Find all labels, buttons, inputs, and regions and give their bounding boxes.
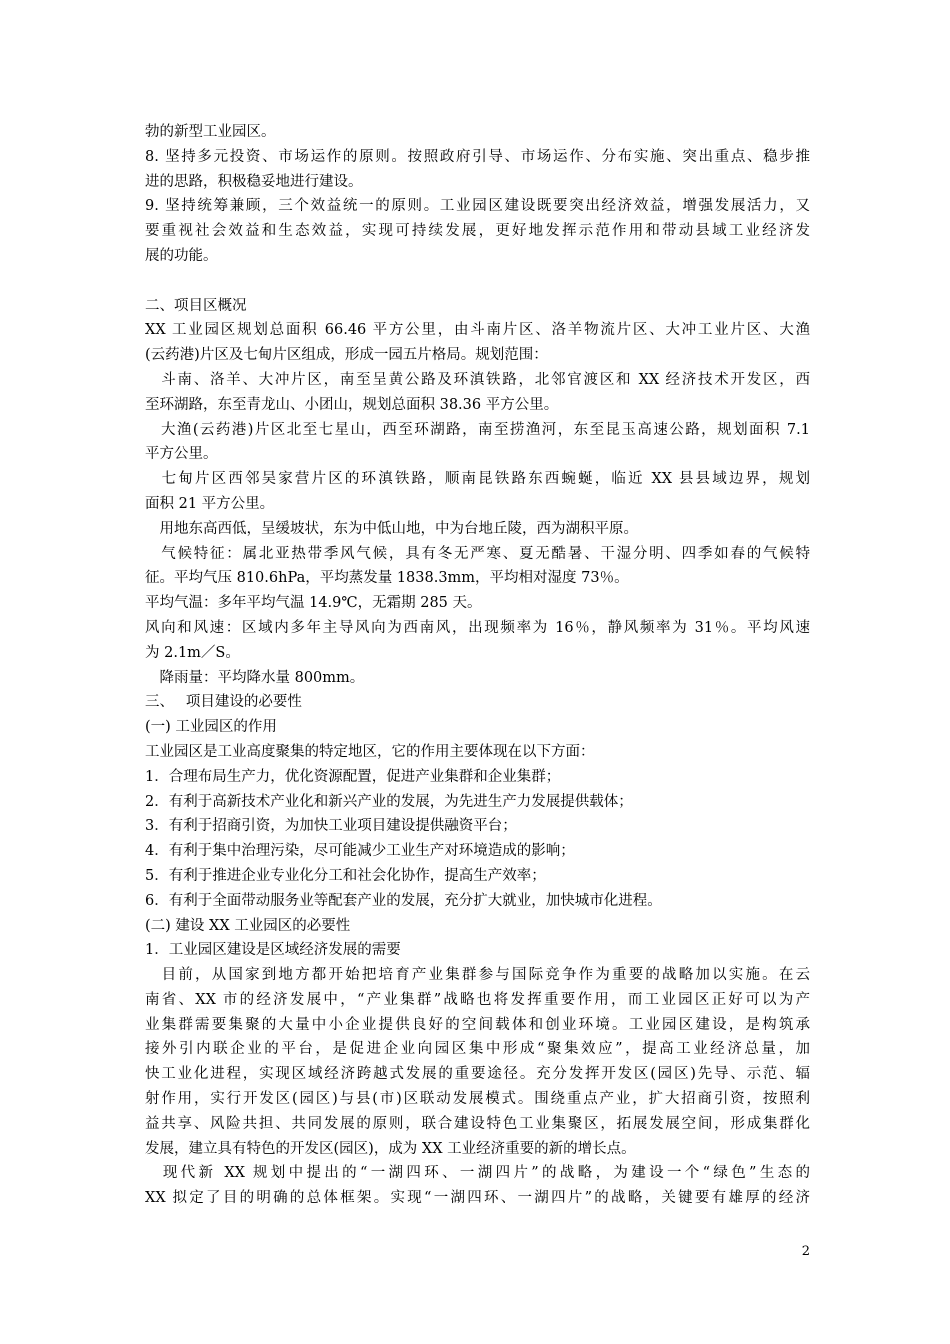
text-line: 快工业化进程，实现区域经济跨越式发展的重要途径。充分发挥开发区(园区)先导、示范、辐 [145, 1066, 810, 1083]
subsection-heading: (一) 工业园区的作用 [145, 719, 277, 736]
text-line: 发展，建立具有特色的开发区(园区)，成为 XX 工业经济重要的新的增长点。 [145, 1140, 636, 1157]
list-item: 1．合理布局生产力，优化资源配置，促进产业集群和企业集群； [145, 768, 561, 785]
text-line: 平方公里。 [145, 446, 218, 463]
text-line: 现代新 XX 规划中提出的“一湖四环、一湖四片”的战略，为建设一个“绿色”生态的 [145, 1165, 810, 1182]
list-item: 3．有利于招商引资，为加快工业项目建设提供融资平台； [145, 818, 517, 835]
section-heading: 三、 项目建设的必要性 [145, 694, 302, 711]
list-item: 5．有利于推进企业专业化分工和社会化协作，提高生产效率； [145, 867, 546, 884]
page-number: 2 [801, 1244, 810, 1259]
text-line: 进的思路，积极稳妥地进行建设。 [145, 173, 363, 190]
text-line: 射作用，实行开发区(园区)与县(市)区联动发展模式。围绕重点产业，扩大招商引资，按照利 [145, 1091, 810, 1108]
text-line: 南省、XX 市的经济发展中，“产业集群”战略也将发挥重要作用，而工业园区正好可以为产 [145, 991, 810, 1008]
list-item: 6．有利于全面带动服务业等配套产业的发展，充分扩大就业，加快城市化进程。 [145, 892, 662, 909]
blank-line [145, 269, 810, 294]
text-line: 益共享、风险共担、共同发展的原则，联合建设特色工业集聚区，拓展发展空间，形成集群化 [145, 1115, 810, 1132]
text-line: 勃的新型工业园区。 [145, 124, 276, 140]
text-line: 8. 坚持多元投资、市场运作的原则。按照政府引导、市场运作、分布实施、突出重点、稳步推 [145, 148, 810, 165]
text-line: 用地东高西低，呈缓坡状，东为中低山地，中为台地丘陵，西为湖积平原。 [145, 520, 638, 537]
text-line: 1．工业园区建设是区域经济发展的需要 [145, 942, 401, 959]
list-item: 4．有利于集中治理污染，尽可能减少工业生产对环境造成的影响； [145, 843, 575, 860]
text-line: 为 2.1m／S。 [145, 644, 240, 661]
text-line: XX 拟定了目的明确的总体框架。实现“一湖四环、一湖四片”的战略，关键要有雄厚的经济 [145, 1190, 810, 1207]
text-line: 工业园区是工业高度聚集的特定地区，它的作用主要体现在以下方面： [145, 743, 595, 760]
text-line: 接外引内联企业的平台，是促进企业向园区集中形成“聚集效应”，提高工业经济总量，加 [145, 1041, 810, 1058]
text-line: 业集群需要集聚的大量中小企业提供良好的空间载体和创业环境。工业园区建设，是构筑承 [145, 1016, 810, 1033]
document-body [145, 120, 810, 1211]
text-line: XX 工业园区规划总面积 66.46 平方公里，由斗南片区、洛羊物流片区、大冲工业片区、大渔 [145, 322, 810, 339]
section-heading: 二、项目区概况 [145, 297, 247, 314]
text-line: (云药港)片区及七甸片区组成，形成一园五片格局。规划范围： [145, 347, 548, 364]
text-line: 目前，从国家到地方都开始把培育产业集群参与国际竞争作为重要的战略加以实施。在云 [145, 967, 810, 984]
text-line: 展的功能。 [145, 247, 218, 264]
text-line: 气候特征：属北亚热带季风气候，具有冬无严寒、夏无酷暑、干湿分明、四季如春的气候特 [145, 545, 810, 562]
text-line: 斗南、洛羊、大冲片区，南至呈黄公路及环滇铁路，北邻官渡区和 XX 经济技术开发区，西 [145, 371, 810, 388]
text-line: 平均气温：多年平均气温 14.9℃，无霜期 285 天。 [145, 595, 482, 612]
text-line: 至环湖路，东至青龙山、小团山，规划总面积 38.36 平方公里。 [145, 396, 559, 413]
text-line: 七甸片区西邻吴家营片区的环滇铁路，顺南昆铁路东西蜿蜒，临近 XX 县县域边界，规划 [145, 471, 810, 488]
text-line: 要重视社会效益和生态效益，实现可持续发展，更好地发挥示范作用和带动县域工业经济发 [145, 223, 810, 240]
list-item: 2．有利于高新技术产业化和新兴产业的发展，为先进生产力发展提供载体； [145, 793, 633, 810]
text-line: 风向和风速：区域内多年主导风向为西南风，出现频率为 16％，静风频率为 31％。平均风速 [145, 619, 810, 636]
subsection-heading: (二) 建设 XX 工业园区的必要性 [145, 917, 351, 934]
text-line: 9. 坚持统筹兼顾，三个效益统一的原则。工业园区建设既要突出经济效益，增强发展活力，又 [145, 198, 810, 215]
text-line: 降雨量：平均降水量 800mm。 [145, 669, 365, 686]
text-line: 面积 21 平方公里。 [145, 495, 275, 512]
text-line: 征。平均气压 810.6hPa，平均蒸发量 1838.3mm，平均相对湿度 73％。 [145, 570, 629, 587]
text-line: 大渔(云药港)片区北至七星山，西至环湖路，南至捞渔河，东至昆玉高速公路，规划面积 7.1 [145, 421, 810, 438]
